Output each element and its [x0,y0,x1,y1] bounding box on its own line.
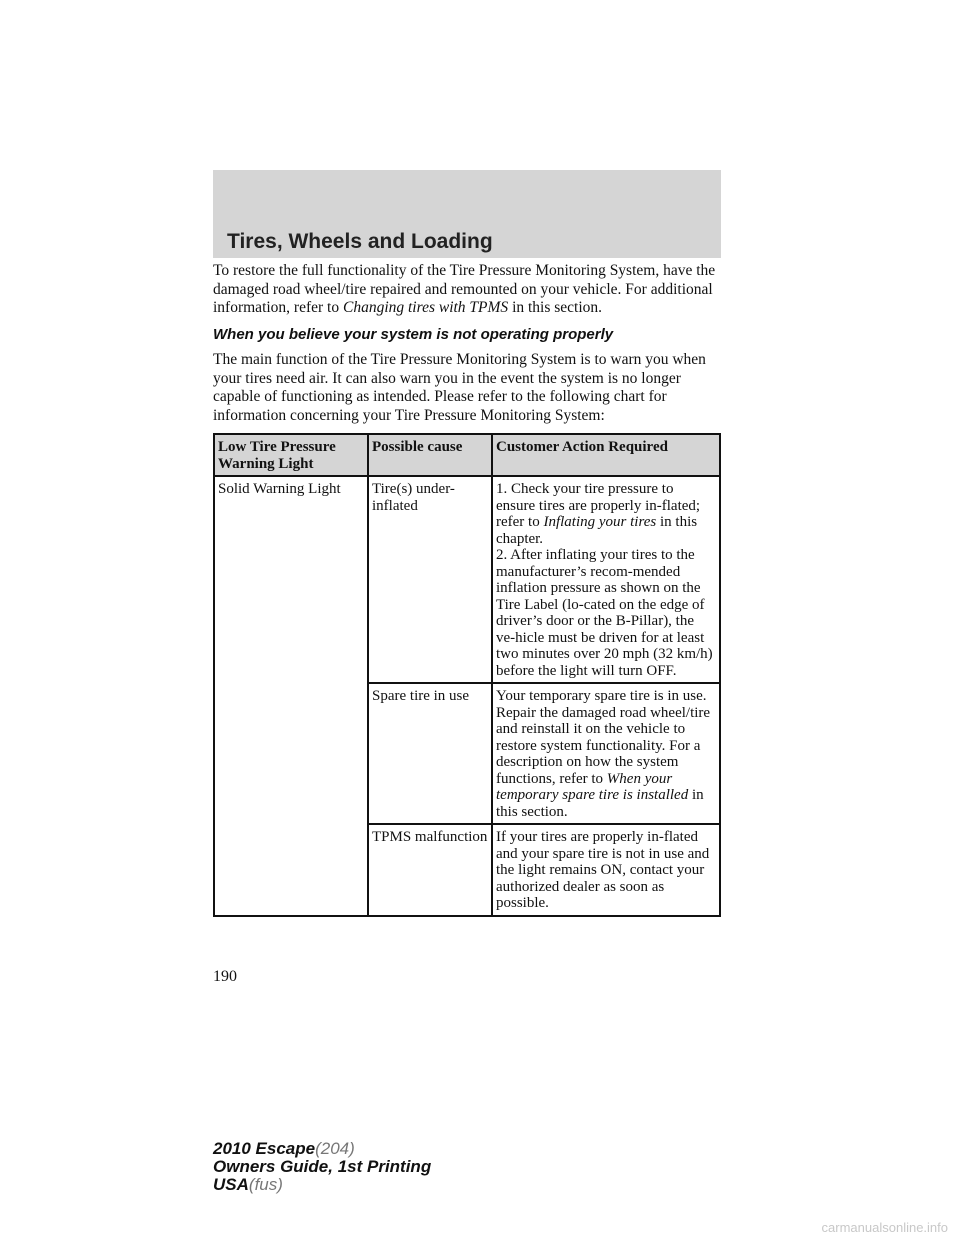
warning-light-cell: Solid Warning Light [214,476,368,916]
table-row [214,476,720,683]
intro-paragraph [213,262,723,318]
action-text: Your temporary spare tire is in use. Repair the damaged road wheel/tire and reinstall it on the vehicle to restore system functionality. For a description on how the system functions, refer to [496,688,711,787]
document-footer [213,1140,431,1194]
intro-text: To restore the full functionality of the Tire Pressure Monitoring System, have the damaged road wheel/tire repaired and remounted on your vehicle. For additional information, refer to [213,262,716,316]
action-reference: When your temporary spare tire is installed [496,770,689,803]
header-warning-light: Low Tire Pressure Warning Light [214,434,368,476]
action-text: in this chapter. [496,514,698,547]
footer-region: USA [213,1175,249,1194]
footer-line-model [213,1140,431,1158]
action-reference: Inflating your tires [543,514,657,530]
header-action-required: Customer Action Required [492,434,720,476]
footer-model-code: (204) [315,1139,355,1158]
cause-cell: Tire(s) under-inflated [368,476,492,683]
action-cell [492,683,720,824]
action-cell: If your tires are properly in-flated and your spare tire is not in use and the light remains ON, contact your authorized dealer as soon as possible. [492,824,720,916]
table-header-row [214,434,720,476]
intro-reference: Changing tires with TPMS [342,299,509,316]
action-text: 1. Check your tire pressure to ensure tires are properly in-flated; refer to [496,481,701,530]
footer-region-code: (fus) [248,1175,283,1194]
page-number: 190 [213,968,237,985]
cause-cell: TPMS malfunction [368,824,492,916]
footer-guide: Owners Guide, 1st Printing [213,1157,432,1176]
cause-cell: Spare tire in use [368,683,492,824]
section-header [213,170,721,258]
footer-model: 2010 Escape [213,1139,316,1158]
section-title: Tires, Wheels and Loading [227,230,493,253]
header-possible-cause: Possible cause [368,434,492,476]
body-paragraph: The main function of the Tire Pressure Monitoring System is to warn you when your tires need air. It can also warn you in the event the system is no longer capable of functioning as intended. Please refer to the following chart for information concerning your Tire Pressure Monitoring System: [213,351,706,424]
action-text: in this section. [496,787,704,820]
page-content [213,262,723,917]
watermark: carmanualsonline.info [821,1220,948,1235]
intro-after: in this section. [508,299,603,316]
subheading: When you believe your system is not operating properly [213,325,614,343]
footer-line-region [213,1176,431,1194]
action-cell [492,476,720,683]
tpms-table [213,433,721,917]
action-text: 2. After inflating your tires to the manufacturer’s recom-mended inflation pressure as shown on the Tire Label (lo-cated on the edge of driver’s door or the B-Pillar), the ve-hicle must be driven for at least two minutes over 20 mph (32 km/h) before the light will turn OFF. [496,547,713,679]
